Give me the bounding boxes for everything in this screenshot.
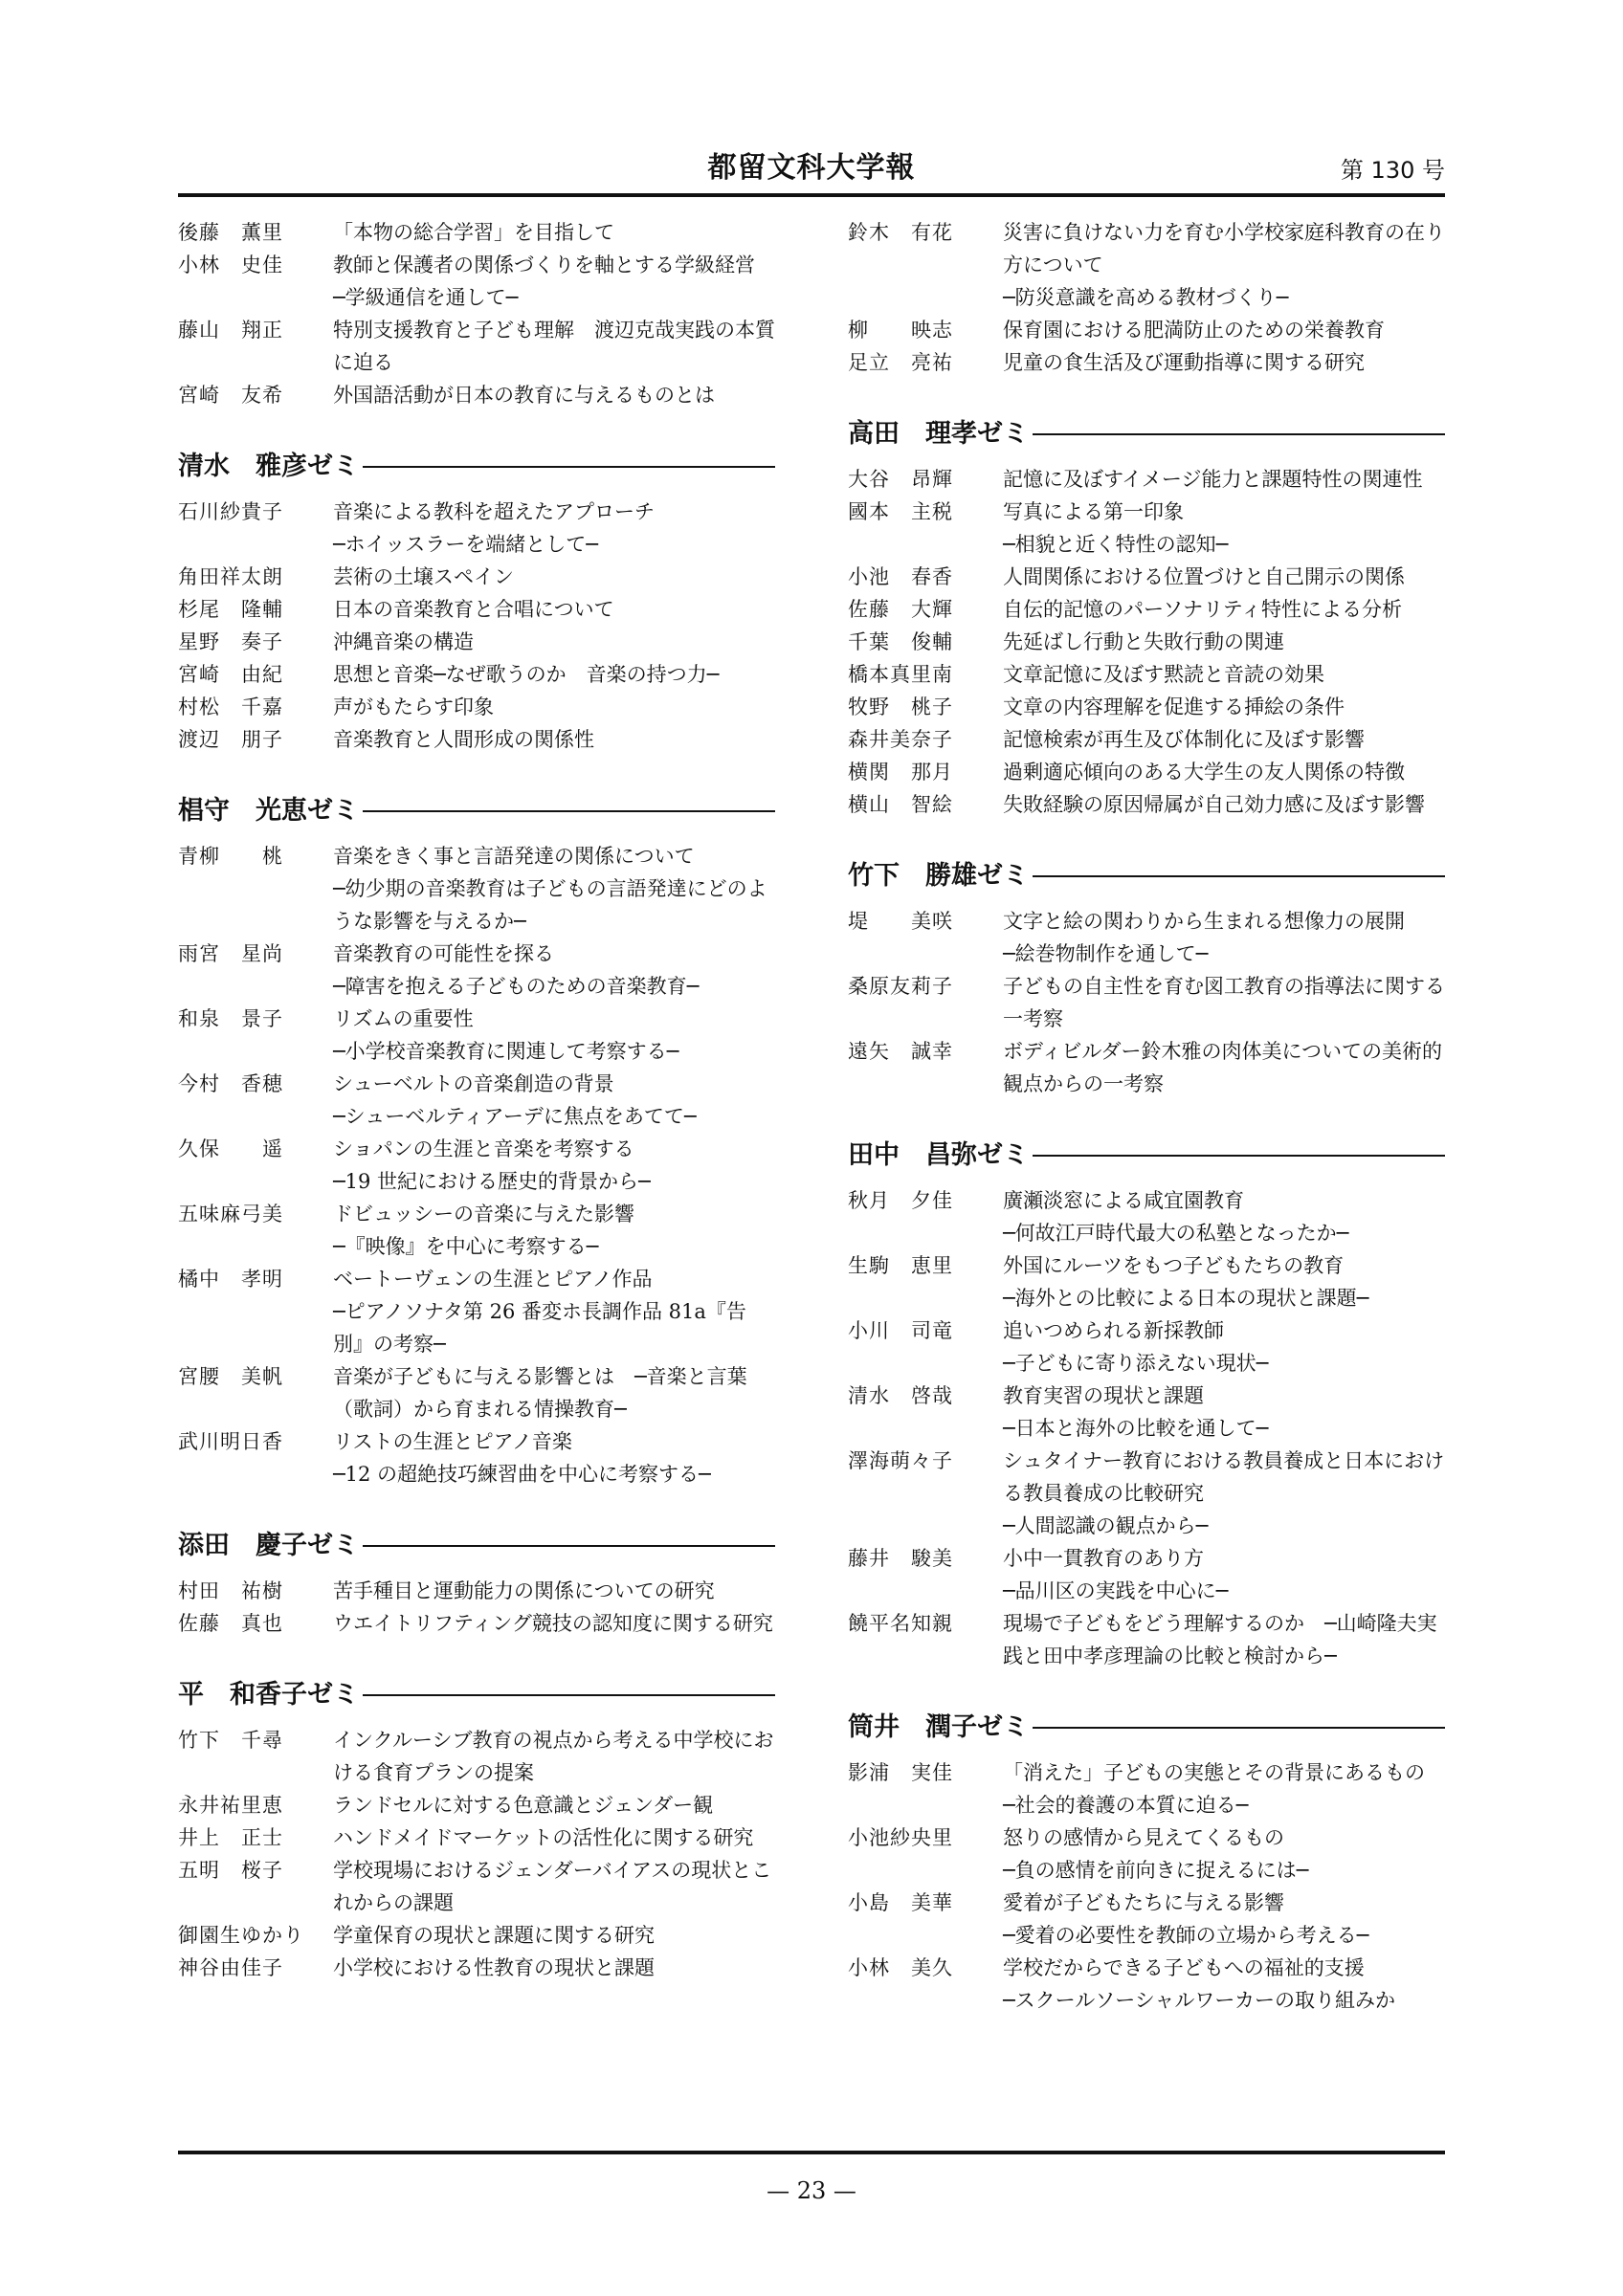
thesis-entry bbox=[848, 463, 1445, 496]
thesis-entry bbox=[178, 249, 775, 314]
thesis-entry bbox=[178, 561, 775, 593]
thesis-title: 苦手種目と運動能力の関係についての研究 bbox=[333, 1579, 715, 1602]
thesis-title: 人間関係における位置づけと自己開示の関係 bbox=[1003, 565, 1405, 588]
thesis-title: ベートーヴェンの生涯とピアノ作品 bbox=[333, 1268, 653, 1291]
thesis-entry bbox=[178, 1198, 775, 1263]
seminar-rule bbox=[1033, 875, 1445, 877]
seminar-name: 清水 雅彦ゼミ bbox=[178, 452, 359, 481]
thesis-title-block bbox=[333, 1425, 775, 1490]
thesis-title: 追いつめられる新採教師 bbox=[1003, 1319, 1224, 1342]
thesis-entry bbox=[178, 626, 775, 658]
thesis-entry bbox=[178, 593, 775, 626]
student-name: 佐藤 真也 bbox=[178, 1612, 283, 1635]
thesis-subtitle: ─何故江戸時代最大の私塾となったか─ bbox=[1003, 1222, 1349, 1245]
thesis-title: 自伝的記憶のパーソナリティ特性による分析 bbox=[1003, 598, 1403, 621]
thesis-subtitle: ─小学校音楽教育に関連して考察する─ bbox=[333, 1040, 679, 1063]
student-name: 宮崎 友希 bbox=[178, 384, 283, 407]
page-number: — 23 — bbox=[767, 2177, 856, 2204]
thesis-title-block bbox=[333, 593, 775, 626]
thesis-title-block bbox=[1003, 1249, 1445, 1314]
thesis-title: リズムの重要性 bbox=[333, 1007, 474, 1030]
thesis-title-block bbox=[333, 1789, 775, 1821]
seminar-name: 平 和香子ゼミ bbox=[178, 1680, 359, 1710]
thesis-title: ドビュッシーの音楽に与えた影響 bbox=[333, 1203, 634, 1225]
student-name: 五明 桜子 bbox=[178, 1859, 283, 1882]
thesis-subtitle: ─ホイッスラーを端緒として─ bbox=[333, 533, 598, 556]
thesis-title: 声がもたらす印象 bbox=[333, 695, 494, 718]
thesis-title-block bbox=[333, 658, 775, 691]
student-name: 影浦 実佳 bbox=[848, 1761, 953, 1784]
seminar-name: 田中 昌弥ゼミ bbox=[848, 1140, 1029, 1170]
thesis-entry bbox=[178, 1003, 775, 1068]
thesis-title-block bbox=[1003, 1607, 1445, 1672]
seminar-rule bbox=[363, 810, 775, 812]
thesis-title-block bbox=[333, 1575, 775, 1607]
student-name: 藤井 駿美 bbox=[848, 1547, 953, 1570]
seminar-name: 添田 慶子ゼミ bbox=[178, 1531, 359, 1560]
seminar-name: 筒井 潤子ゼミ bbox=[848, 1712, 1029, 1742]
seminar-rule bbox=[363, 1545, 775, 1547]
thesis-title: 芸術の土壌スペイン bbox=[333, 565, 514, 588]
thesis-title-block bbox=[1003, 216, 1445, 314]
thesis-title: リストの生涯とピアノ音楽 bbox=[333, 1430, 572, 1453]
seminar-heading bbox=[178, 1678, 775, 1712]
seminar-name: 竹下 勝雄ゼミ bbox=[848, 861, 1029, 891]
thesis-entry bbox=[848, 1380, 1445, 1445]
thesis-title-block bbox=[1003, 1542, 1445, 1607]
thesis-title-block bbox=[1003, 1445, 1445, 1542]
thesis-title-block bbox=[1003, 905, 1445, 970]
thesis-title: 日本の音楽教育と合唱について bbox=[333, 598, 614, 621]
thesis-title-block bbox=[333, 1263, 775, 1360]
student-name: 小林 史佳 bbox=[178, 254, 283, 276]
student-name: 森井美奈子 bbox=[848, 728, 953, 751]
thesis-title-block bbox=[1003, 346, 1445, 379]
thesis-entry bbox=[848, 561, 1445, 593]
student-name: 久保 遥 bbox=[178, 1137, 283, 1160]
thesis-title-block bbox=[333, 1133, 775, 1198]
thesis-title: インクルーシブ教育の視点から考える中学校における食育プランの提案 bbox=[333, 1729, 774, 1784]
thesis-title: 災害に負けない力を育む小学校家庭科教育の在り方について bbox=[1003, 221, 1445, 276]
thesis-title: 小中一貫教育のあり方 bbox=[1003, 1547, 1204, 1570]
thesis-entry bbox=[848, 1035, 1445, 1100]
thesis-title: 記憶検索が再生及び体制化に及ぼす影響 bbox=[1003, 728, 1365, 751]
thesis-entry bbox=[178, 1263, 775, 1360]
thesis-entry bbox=[848, 1887, 1445, 1952]
thesis-subtitle: ─相貌と近く特性の認知─ bbox=[1003, 533, 1229, 556]
thesis-subtitle: ─ピアノソナタ第 26 番変ホ長調作品 81a『告別』の考察─ bbox=[333, 1300, 746, 1356]
thesis-title: 「消えた」子どもの実態とその背景にあるもの ─社会的養護の本質に迫る─ bbox=[1003, 1761, 1445, 1817]
student-name: 五味麻弓美 bbox=[178, 1203, 283, 1225]
thesis-entry bbox=[178, 938, 775, 1003]
student-name: 橋本真里南 bbox=[848, 663, 953, 686]
thesis-title-block bbox=[333, 1003, 775, 1068]
thesis-title-block bbox=[333, 216, 775, 249]
student-name: 横山 智絵 bbox=[848, 793, 953, 816]
thesis-entry bbox=[848, 691, 1445, 723]
thesis-title: 音楽教育と人間形成の関係性 bbox=[333, 728, 594, 751]
thesis-title: 写真による第一印象 bbox=[1003, 500, 1184, 523]
student-name: 千葉 俊輔 bbox=[848, 630, 953, 653]
seminar-heading bbox=[848, 417, 1445, 452]
thesis-entry bbox=[848, 1821, 1445, 1887]
thesis-title: 学校だからできる子どもへの福祉的支援 bbox=[1003, 1956, 1365, 1979]
seminar-rule bbox=[363, 466, 775, 468]
thesis-title-block bbox=[1003, 463, 1445, 496]
student-name: 藤山 翔正 bbox=[178, 319, 283, 342]
thesis-entry bbox=[848, 496, 1445, 561]
thesis-title-block bbox=[1003, 756, 1445, 788]
seminar-heading bbox=[848, 1138, 1445, 1173]
thesis-title: 保育園における肥満防止のための栄養教育 bbox=[1003, 319, 1385, 342]
thesis-entry bbox=[848, 788, 1445, 821]
thesis-entry bbox=[178, 691, 775, 723]
student-name: 遠矢 誠幸 bbox=[848, 1040, 953, 1063]
thesis-title-block bbox=[1003, 1314, 1445, 1380]
thesis-subtitle: ─防災意識を高める教材づくり─ bbox=[1003, 286, 1289, 309]
student-name: 角田祥太朗 bbox=[178, 565, 283, 588]
thesis-title: 教育実習の現状と課題 bbox=[1003, 1384, 1204, 1407]
thesis-title-block bbox=[1003, 496, 1445, 561]
thesis-subtitle: ─人間認識の観点から─ bbox=[1003, 1514, 1209, 1537]
student-name: 秋月 夕佳 bbox=[848, 1189, 953, 1212]
thesis-entry bbox=[848, 658, 1445, 691]
thesis-entry bbox=[178, 1724, 775, 1789]
thesis-entry bbox=[848, 905, 1445, 970]
thesis-title-block bbox=[333, 1724, 775, 1789]
thesis-title: 音楽教育の可能性を探る bbox=[333, 942, 554, 965]
thesis-title: 過剰適応傾向のある大学生の友人関係の特徴 bbox=[1003, 761, 1405, 784]
thesis-subtitle: ─日本と海外の比較を通して─ bbox=[1003, 1417, 1269, 1440]
thesis-title: 現場で子どもをどう理解するのか ─山崎隆夫実践と田中孝彦理論の比較と検討から─ bbox=[1003, 1612, 1437, 1667]
thesis-title: 音楽による教科を超えたアプローチ bbox=[333, 500, 655, 523]
thesis-title-block bbox=[1003, 970, 1445, 1035]
thesis-title-block bbox=[1003, 723, 1445, 756]
page-title: 都留文科大学報 bbox=[707, 151, 916, 185]
thesis-title-block bbox=[333, 723, 775, 756]
thesis-title: 音楽をきく事と言語発達の関係について bbox=[333, 845, 695, 868]
seminar-rule bbox=[1033, 433, 1445, 435]
thesis-subtitle: ─子どもに寄り添えない現状─ bbox=[1003, 1352, 1269, 1375]
seminar-name: 椙守 光恵ゼミ bbox=[178, 796, 359, 826]
thesis-entry bbox=[178, 496, 775, 561]
thesis-entry bbox=[848, 1952, 1445, 2017]
student-name: 後藤 薫里 bbox=[178, 221, 283, 244]
thesis-title: 子どもの自主性を育む図工教育の指導法に関する一考察 bbox=[1003, 975, 1445, 1030]
student-name: 堤 美咲 bbox=[848, 910, 953, 933]
thesis-entry bbox=[848, 1314, 1445, 1380]
thesis-title: ランドセルに対する色意識とジェンダー観 bbox=[333, 1794, 714, 1817]
thesis-entry bbox=[178, 1360, 775, 1425]
thesis-title-block bbox=[333, 496, 775, 561]
seminar-heading bbox=[178, 1529, 775, 1563]
student-name: 村田 祐樹 bbox=[178, 1579, 283, 1602]
student-name: 國本 主税 bbox=[848, 500, 953, 523]
thesis-subtitle: ─スクールソーシャルワーカーの取り組みか bbox=[1003, 1989, 1395, 2012]
thesis-entry bbox=[848, 1756, 1445, 1821]
student-name: 村松 千嘉 bbox=[178, 695, 283, 718]
thesis-title-block bbox=[333, 840, 775, 938]
thesis-title: ボディビルダー鈴木雅の肉体美についての美術的観点からの一考察 bbox=[1003, 1040, 1443, 1095]
thesis-title: 「本物の総合学習」を目指して bbox=[333, 221, 614, 244]
thesis-title-block bbox=[1003, 1952, 1445, 2017]
thesis-entry bbox=[848, 1184, 1445, 1249]
issue-number: 第 130 号 bbox=[1340, 157, 1445, 184]
student-name: 今村 香穂 bbox=[178, 1072, 283, 1095]
left-column bbox=[178, 216, 775, 1984]
thesis-entry bbox=[178, 216, 775, 249]
thesis-title: 先延ばし行動と失敗行動の関連 bbox=[1003, 630, 1284, 653]
thesis-title: 小学校における性教育の現状と課題 bbox=[333, 1956, 655, 1979]
thesis-title: 教師と保護者の関係づくりを軸とする学級経営 ─学級通信を通して─ bbox=[333, 254, 775, 309]
thesis-entry bbox=[848, 314, 1445, 346]
thesis-subtitle: ─障害を抱える子どものための音楽教育─ bbox=[333, 975, 700, 998]
thesis-entry bbox=[178, 1789, 775, 1821]
thesis-title: 失敗経験の原因帰属が自己効力感に及ぼす影響 bbox=[1003, 793, 1425, 816]
student-name: 青柳 桃 bbox=[178, 845, 283, 868]
thesis-title-block bbox=[1003, 593, 1445, 626]
thesis-title-block bbox=[333, 1360, 775, 1425]
student-name: 宮崎 由紀 bbox=[178, 663, 283, 686]
thesis-title: 沖縄音楽の構造 bbox=[333, 630, 474, 653]
thesis-entry bbox=[848, 1542, 1445, 1607]
thesis-subtitle: ─負の感情を前向きに捉えるには─ bbox=[1003, 1859, 1309, 1882]
thesis-title: 外国にルーツをもつ子どもたちの教育 bbox=[1003, 1254, 1345, 1277]
seminar-heading bbox=[848, 1711, 1445, 1745]
student-name: 御園生ゆかり bbox=[178, 1924, 304, 1947]
student-name: 神谷由佳子 bbox=[178, 1956, 283, 1979]
thesis-title: ウエイトリフティング競技の認知度に関する研究 bbox=[333, 1612, 773, 1635]
thesis-entry bbox=[178, 314, 775, 379]
thesis-title-block bbox=[1003, 1184, 1445, 1249]
student-name: 星野 奏子 bbox=[178, 630, 283, 653]
thesis-subtitle: ─愛着の必要性を教師の立場から考える─ bbox=[1003, 1924, 1369, 1947]
seminar-name: 高田 理孝ゼミ bbox=[848, 419, 1029, 449]
student-name: 饒平名知親 bbox=[848, 1612, 953, 1635]
student-name: 和泉 景子 bbox=[178, 1007, 283, 1030]
thesis-title-block bbox=[333, 1854, 775, 1919]
thesis-subtitle: ─12 の超絶技巧練習曲を中心に考察する─ bbox=[333, 1463, 711, 1486]
student-name: 牧野 桃子 bbox=[848, 695, 953, 718]
thesis-title-block bbox=[1003, 561, 1445, 593]
student-name: 宮腰 美帆 bbox=[178, 1365, 283, 1388]
student-name: 鈴木 有花 bbox=[848, 221, 953, 244]
thesis-entry bbox=[178, 1821, 775, 1854]
seminar-rule bbox=[1033, 1155, 1445, 1157]
student-name: 小池 春香 bbox=[848, 565, 953, 588]
thesis-title-block bbox=[1003, 788, 1445, 821]
thesis-entry bbox=[178, 1575, 775, 1607]
thesis-title-block bbox=[1003, 1035, 1445, 1100]
header-rule bbox=[178, 193, 1445, 197]
thesis-entry bbox=[178, 1854, 775, 1919]
thesis-title-block bbox=[1003, 1756, 1445, 1821]
thesis-title: シュタイナー教育における教員養成と日本における教員養成の比較研究 bbox=[1003, 1449, 1445, 1505]
seminar-heading bbox=[178, 794, 775, 828]
student-name: 清水 啓哉 bbox=[848, 1384, 953, 1407]
thesis-entry bbox=[848, 1445, 1445, 1542]
thesis-subtitle: ─『映像』を中心に考察する─ bbox=[333, 1235, 599, 1258]
thesis-subtitle: ─19 世紀における歴史的背景から─ bbox=[333, 1170, 651, 1193]
student-name: 雨宮 星尚 bbox=[178, 942, 283, 965]
thesis-title: シューベルトの音楽創造の背景 bbox=[333, 1072, 614, 1095]
thesis-title-block bbox=[333, 249, 775, 314]
student-name: 武川明日香 bbox=[178, 1430, 283, 1453]
thesis-title-block bbox=[333, 626, 775, 658]
thesis-entry bbox=[848, 723, 1445, 756]
right-column bbox=[848, 216, 1445, 2017]
thesis-title-block bbox=[1003, 1380, 1445, 1445]
thesis-title: ショパンの生涯と音楽を考察する bbox=[333, 1137, 634, 1160]
student-name: 小島 美華 bbox=[848, 1891, 953, 1914]
thesis-title-block bbox=[333, 938, 775, 1003]
student-name: 生駒 恵里 bbox=[848, 1254, 953, 1277]
thesis-title: 怒りの感情から見えてくるもの bbox=[1003, 1826, 1284, 1849]
thesis-subtitle: ─幼少期の音楽教育は子どもの言語発達にどのような影響を与えるか─ bbox=[333, 877, 767, 933]
thesis-entry bbox=[178, 658, 775, 691]
thesis-entry bbox=[178, 1919, 775, 1952]
thesis-title-block bbox=[333, 1607, 775, 1640]
thesis-entry bbox=[848, 346, 1445, 379]
thesis-entry bbox=[178, 723, 775, 756]
thesis-title-block bbox=[1003, 626, 1445, 658]
student-name: 横関 那月 bbox=[848, 761, 953, 784]
thesis-title: 廣瀬淡窓による咸宜園教育 bbox=[1003, 1189, 1244, 1212]
seminar-heading bbox=[178, 450, 775, 484]
student-name: 石川紗貴子 bbox=[178, 500, 283, 523]
thesis-subtitle: ─シューベルティアーデに焦点をあてて─ bbox=[333, 1105, 697, 1128]
thesis-title: 愛着が子どもたちに与える影響 bbox=[1003, 1891, 1284, 1914]
thesis-title-block bbox=[333, 1068, 775, 1133]
thesis-title: 文章記憶に及ぼす黙読と音読の効果 bbox=[1003, 663, 1324, 686]
thesis-subtitle: ─絵巻物制作を通して─ bbox=[1003, 942, 1209, 965]
thesis-subtitle: ─品川区の実践を中心に─ bbox=[1003, 1579, 1229, 1602]
student-name: 小池紗央里 bbox=[848, 1826, 953, 1849]
student-name: 杉尾 隆輔 bbox=[178, 598, 283, 621]
thesis-title-block bbox=[333, 691, 775, 723]
thesis-entry bbox=[178, 1133, 775, 1198]
thesis-title: 外国語活動が日本の教育に与えるものとは bbox=[333, 384, 715, 407]
thesis-entry bbox=[178, 840, 775, 938]
thesis-title: 学校現場におけるジェンダーバイアスの現状とこれからの課題 bbox=[333, 1859, 772, 1914]
thesis-title-block bbox=[333, 561, 775, 593]
thesis-title: 特別支援教育と子ども理解 渡辺克哉実践の本質に迫る bbox=[333, 319, 775, 374]
thesis-subtitle: ─海外との比較による日本の現状と課題─ bbox=[1003, 1287, 1369, 1310]
thesis-title: 音楽が子どもに与える影響とは ─音楽と言葉（歌詞）から育まれる情操教育─ bbox=[333, 1365, 747, 1421]
student-name: 渡辺 朋子 bbox=[178, 728, 283, 751]
student-name: 井上 正士 bbox=[178, 1826, 283, 1849]
footer-rule bbox=[178, 2151, 1445, 2154]
thesis-entry bbox=[178, 1425, 775, 1490]
thesis-title-block bbox=[1003, 691, 1445, 723]
thesis-entry bbox=[848, 1607, 1445, 1672]
thesis-entry bbox=[848, 970, 1445, 1035]
thesis-title-block bbox=[333, 1821, 775, 1854]
student-name: 佐藤 大輝 bbox=[848, 598, 953, 621]
thesis-entry bbox=[848, 756, 1445, 788]
student-name: 柳 映志 bbox=[848, 319, 953, 342]
thesis-entry bbox=[848, 593, 1445, 626]
thesis-title: 児童の食生活及び運動指導に関する研究 bbox=[1003, 351, 1365, 374]
student-name: 大谷 昂輝 bbox=[848, 468, 953, 491]
thesis-entry bbox=[848, 216, 1445, 314]
seminar-rule bbox=[363, 1694, 775, 1696]
thesis-title: ハンドメイドマーケットの活性化に関する研究 bbox=[333, 1826, 754, 1849]
thesis-title: 文章の内容理解を促進する挿絵の条件 bbox=[1003, 695, 1345, 718]
student-name: 足立 亮祐 bbox=[848, 351, 953, 374]
thesis-entry bbox=[848, 1249, 1445, 1314]
thesis-title-block bbox=[333, 314, 775, 379]
thesis-title-block bbox=[1003, 1887, 1445, 1952]
thesis-title-block bbox=[333, 1919, 775, 1952]
seminar-heading bbox=[848, 859, 1445, 894]
student-name: 小川 司竜 bbox=[848, 1319, 953, 1342]
thesis-entry bbox=[848, 626, 1445, 658]
student-name: 永井祐里恵 bbox=[178, 1794, 283, 1817]
thesis-entry bbox=[178, 1068, 775, 1133]
student-name: 竹下 千尋 bbox=[178, 1729, 283, 1752]
thesis-title-block bbox=[333, 1198, 775, 1263]
thesis-title: 文字と絵の関わりから生まれる想像力の展開 bbox=[1003, 910, 1405, 933]
thesis-title-block bbox=[1003, 1821, 1445, 1887]
thesis-entry bbox=[178, 1952, 775, 1984]
thesis-title: 学童保育の現状と課題に関する研究 bbox=[333, 1924, 655, 1947]
student-name: 澤海萌々子 bbox=[848, 1449, 953, 1472]
thesis-title-block bbox=[1003, 658, 1445, 691]
thesis-title: 思想と音楽─なぜ歌うのか 音楽の持つ力─ bbox=[333, 663, 720, 686]
thesis-entry bbox=[178, 1607, 775, 1640]
thesis-title-block bbox=[1003, 314, 1445, 346]
thesis-title-block bbox=[333, 379, 775, 411]
thesis-title-block bbox=[333, 1952, 775, 1984]
seminar-rule bbox=[1033, 1727, 1445, 1729]
student-name: 橘中 孝明 bbox=[178, 1268, 283, 1291]
student-name: 小林 美久 bbox=[848, 1956, 953, 1979]
thesis-title: 記憶に及ぼすイメージ能力と課題特性の関連性 bbox=[1003, 468, 1423, 491]
student-name: 桑原友莉子 bbox=[848, 975, 953, 998]
thesis-entry bbox=[178, 379, 775, 411]
